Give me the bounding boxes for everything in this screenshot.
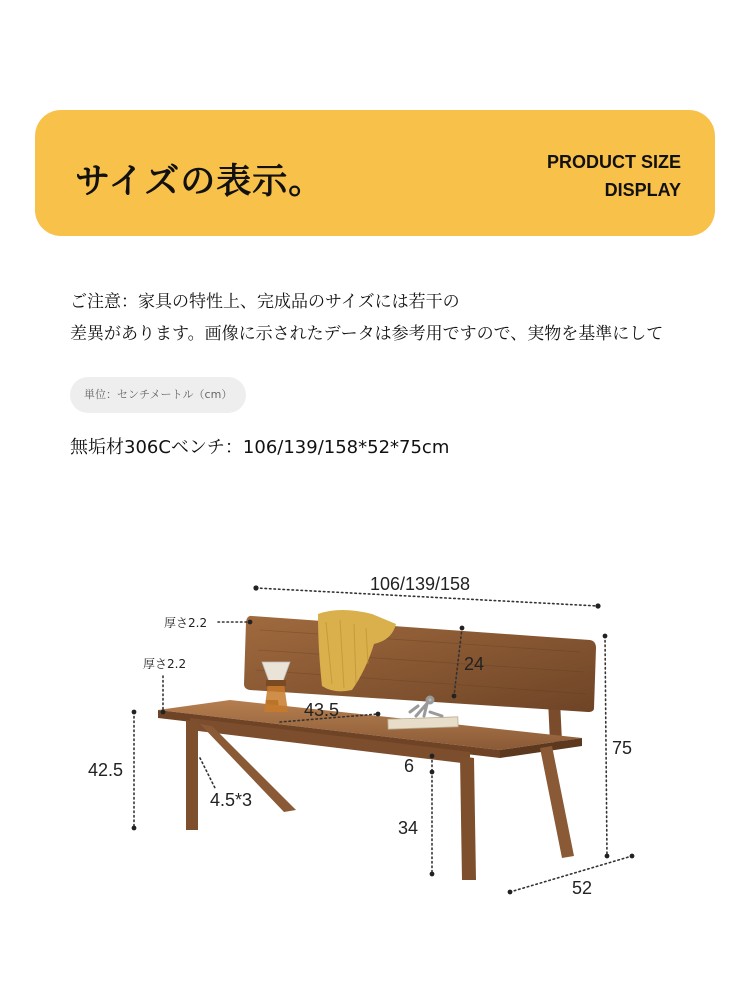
total-height-label: 75 <box>612 738 633 758</box>
leg-height-label: 34 <box>398 818 419 838</box>
front-leg-right <box>460 756 476 880</box>
product-spec: 無垢材306Cベンチ：106/139/158*52*75cm <box>70 437 450 458</box>
seat-thickness-label: 厚さ2.2 <box>143 657 187 671</box>
total-height-dim-line <box>605 636 607 856</box>
back-thickness-label: 厚さ2.2 <box>164 616 208 630</box>
backrest <box>244 616 596 712</box>
depth-label: 52 <box>572 878 593 898</box>
front-leg-left <box>186 720 198 830</box>
notice-line1: ご注意：家具の特性上、完成品のサイズには若干の <box>70 292 460 312</box>
front-leg-right-angled <box>540 746 574 858</box>
banner-subtitle <box>547 148 681 204</box>
notice-line2: 差異があります。画像に示されたデータは参考用ですので、実物を基準にして <box>70 324 664 344</box>
banner-subtitle-line1: PRODUCT SIZE <box>546 152 681 172</box>
bench-dimension-diagram <box>0 540 750 940</box>
notice-text <box>70 286 750 350</box>
title-banner <box>35 110 715 236</box>
banner-subtitle-line2: DISPLAY <box>604 180 681 200</box>
width-label: 106/139/158 <box>369 574 471 594</box>
apron-label: 6 <box>404 756 415 776</box>
seat-depth-label: 43.5 <box>304 700 340 720</box>
depth-dim-line <box>510 856 632 892</box>
leg-size-label: 4.5*3 <box>210 790 253 810</box>
banner-title: サイズの表示。 <box>75 162 325 202</box>
unit-badge: 単位：センチメートル（cm） <box>70 377 246 413</box>
back-height-label: 24 <box>464 654 485 674</box>
seat-height-label: 42.5 <box>88 760 124 780</box>
book-icon <box>388 717 458 729</box>
